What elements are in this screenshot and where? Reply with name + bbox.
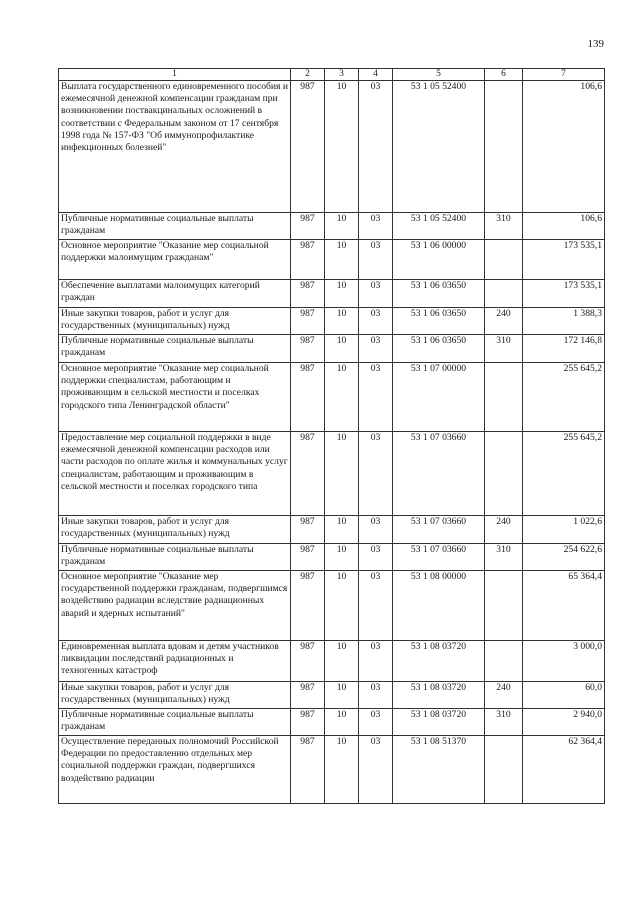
cell-ministry-code: 987 xyxy=(291,571,325,641)
cell-section-code: 10 xyxy=(325,213,359,240)
cell-expense-type-code xyxy=(485,81,523,213)
cell-subsection-code: 03 xyxy=(359,516,393,544)
cell-section-code: 10 xyxy=(325,308,359,335)
cell-expense-type-code xyxy=(485,736,523,804)
cell-amount: 173 535,1 xyxy=(523,240,605,280)
cell-ministry-code: 987 xyxy=(291,308,325,335)
cell-ministry-code: 987 xyxy=(291,335,325,363)
header-col-1: 1 xyxy=(59,69,291,81)
cell-ministry-code: 987 xyxy=(291,240,325,280)
table-row xyxy=(59,335,605,363)
cell-expense-type-code xyxy=(485,280,523,308)
table-row xyxy=(59,308,605,335)
table-row xyxy=(59,81,605,213)
cell-item-name: Публичные нормативные социальные выплаты гражданам xyxy=(59,213,291,240)
table-row xyxy=(59,240,605,280)
cell-amount: 254 622,6 xyxy=(523,544,605,571)
header-col-2: 2 xyxy=(291,69,325,81)
cell-section-code: 10 xyxy=(325,736,359,804)
cell-ministry-code: 987 xyxy=(291,213,325,240)
cell-amount: 2 940,0 xyxy=(523,709,605,736)
cell-expense-type-code xyxy=(485,363,523,432)
cell-subsection-code: 03 xyxy=(359,363,393,432)
header-col-5: 5 xyxy=(393,69,485,81)
cell-section-code: 10 xyxy=(325,432,359,516)
cell-target-article-code: 53 1 08 00000 xyxy=(393,571,485,641)
cell-amount: 65 364,4 xyxy=(523,571,605,641)
cell-target-article-code: 53 1 08 51370 xyxy=(393,736,485,804)
cell-item-name: Публичные нормативные социальные выплаты гражданам xyxy=(59,709,291,736)
cell-subsection-code: 03 xyxy=(359,308,393,335)
cell-subsection-code: 03 xyxy=(359,81,393,213)
cell-subsection-code: 03 xyxy=(359,682,393,709)
header-row xyxy=(59,69,605,81)
cell-expense-type-code: 240 xyxy=(485,308,523,335)
cell-ministry-code: 987 xyxy=(291,81,325,213)
cell-item-name: Осуществление переданных полномочий Российской Федерации по предоставлению отдельных мер социальной поддержки граждан, подвергшихся воздействию радиации xyxy=(59,736,291,804)
cell-ministry-code: 987 xyxy=(291,432,325,516)
cell-target-article-code: 53 1 05 52400 xyxy=(393,81,485,213)
table-row xyxy=(59,641,605,682)
cell-amount: 106,6 xyxy=(523,81,605,213)
header-col-6: 6 xyxy=(485,69,523,81)
cell-section-code: 10 xyxy=(325,335,359,363)
cell-subsection-code: 03 xyxy=(359,335,393,363)
cell-subsection-code: 03 xyxy=(359,571,393,641)
cell-expense-type-code: 310 xyxy=(485,544,523,571)
cell-subsection-code: 03 xyxy=(359,736,393,804)
cell-item-name: Единовременная выплата вдовам и детям участников ликвидации последствий радиационных и техногенных катастроф xyxy=(59,641,291,682)
cell-item-name: Обеспечение выплатами малоимущих категорий граждан xyxy=(59,280,291,308)
cell-ministry-code: 987 xyxy=(291,709,325,736)
cell-target-article-code: 53 1 05 52400 xyxy=(393,213,485,240)
cell-item-name: Иные закупки товаров, работ и услуг для государственных (муниципальных) нужд xyxy=(59,308,291,335)
cell-ministry-code: 987 xyxy=(291,682,325,709)
cell-target-article-code: 53 1 06 00000 xyxy=(393,240,485,280)
cell-subsection-code: 03 xyxy=(359,641,393,682)
table-row xyxy=(59,432,605,516)
budget-table xyxy=(58,68,605,804)
cell-ministry-code: 987 xyxy=(291,641,325,682)
cell-target-article-code: 53 1 07 03660 xyxy=(393,432,485,516)
cell-target-article-code: 53 1 08 03720 xyxy=(393,682,485,709)
cell-expense-type-code: 240 xyxy=(485,682,523,709)
cell-subsection-code: 03 xyxy=(359,709,393,736)
cell-subsection-code: 03 xyxy=(359,544,393,571)
cell-expense-type-code: 240 xyxy=(485,516,523,544)
cell-section-code: 10 xyxy=(325,240,359,280)
cell-item-name: Публичные нормативные социальные выплаты гражданам xyxy=(59,335,291,363)
header-col-4: 4 xyxy=(359,69,393,81)
cell-section-code: 10 xyxy=(325,544,359,571)
table-row xyxy=(59,682,605,709)
cell-ministry-code: 987 xyxy=(291,516,325,544)
cell-target-article-code: 53 1 07 03660 xyxy=(393,544,485,571)
cell-amount: 1 388,3 xyxy=(523,308,605,335)
cell-section-code: 10 xyxy=(325,571,359,641)
cell-section-code: 10 xyxy=(325,516,359,544)
header-col-3: 3 xyxy=(325,69,359,81)
cell-subsection-code: 03 xyxy=(359,213,393,240)
cell-subsection-code: 03 xyxy=(359,240,393,280)
cell-section-code: 10 xyxy=(325,641,359,682)
cell-expense-type-code: 310 xyxy=(485,709,523,736)
cell-amount: 173 535,1 xyxy=(523,280,605,308)
cell-section-code: 10 xyxy=(325,280,359,308)
cell-ministry-code: 987 xyxy=(291,544,325,571)
table-row xyxy=(59,736,605,804)
table-row xyxy=(59,571,605,641)
cell-item-name: Основное мероприятие "Оказание мер социальной поддержки малоимущим гражданам" xyxy=(59,240,291,280)
table-row xyxy=(59,544,605,571)
page-number: 139 xyxy=(587,38,604,50)
cell-section-code: 10 xyxy=(325,709,359,736)
cell-item-name: Предоставление мер социальной поддержки в виде ежемесячной денежной компенсации расходов или части расходов по оплате жилья и коммунальных услуг специалистам, работающим и проживающим в сельской местности и поселках городского типа xyxy=(59,432,291,516)
cell-ministry-code: 987 xyxy=(291,280,325,308)
cell-amount: 62 364,4 xyxy=(523,736,605,804)
cell-item-name: Выплата государственного единовременного пособия и ежемесячной денежной компенсации гражданам при возникновении поствакцинальных осложнений в соответствии с Федеральным законом от 17 сентября 1998 года № 157-ФЗ "Об иммунопрофилактике инфекционных болезней" xyxy=(59,81,291,213)
cell-expense-type-code xyxy=(485,432,523,516)
cell-target-article-code: 53 1 08 03720 xyxy=(393,641,485,682)
cell-amount: 1 022,6 xyxy=(523,516,605,544)
cell-subsection-code: 03 xyxy=(359,280,393,308)
cell-expense-type-code xyxy=(485,571,523,641)
cell-subsection-code: 03 xyxy=(359,432,393,516)
cell-amount: 3 000,0 xyxy=(523,641,605,682)
cell-ministry-code: 987 xyxy=(291,363,325,432)
cell-item-name: Основное мероприятие "Оказание мер государственной поддержки гражданам, подвергшимся воздействию радиации вследствие радиационных аварий и ядерных испытаний" xyxy=(59,571,291,641)
cell-target-article-code: 53 1 07 00000 xyxy=(393,363,485,432)
table-row xyxy=(59,280,605,308)
cell-amount: 172 146,8 xyxy=(523,335,605,363)
cell-section-code: 10 xyxy=(325,81,359,213)
table-row xyxy=(59,516,605,544)
cell-ministry-code: 987 xyxy=(291,736,325,804)
cell-section-code: 10 xyxy=(325,363,359,432)
table-row xyxy=(59,363,605,432)
cell-amount: 255 645,2 xyxy=(523,363,605,432)
cell-amount: 60,0 xyxy=(523,682,605,709)
cell-amount: 255 645,2 xyxy=(523,432,605,516)
cell-amount: 106,6 xyxy=(523,213,605,240)
cell-expense-type-code xyxy=(485,641,523,682)
cell-item-name: Иные закупки товаров, работ и услуг для государственных (муниципальных) нужд xyxy=(59,682,291,709)
cell-target-article-code: 53 1 08 03720 xyxy=(393,709,485,736)
cell-item-name: Основное мероприятие "Оказание мер социальной поддержки специалистам, работающим и проживающим в сельской местности и поселках городского типа Ленинградской области" xyxy=(59,363,291,432)
cell-expense-type-code: 310 xyxy=(485,213,523,240)
cell-target-article-code: 53 1 07 03660 xyxy=(393,516,485,544)
cell-item-name: Публичные нормативные социальные выплаты гражданам xyxy=(59,544,291,571)
table-row xyxy=(59,213,605,240)
cell-section-code: 10 xyxy=(325,682,359,709)
header-col-7: 7 xyxy=(523,69,605,81)
table-row xyxy=(59,709,605,736)
cell-expense-type-code xyxy=(485,240,523,280)
cell-target-article-code: 53 1 06 03650 xyxy=(393,308,485,335)
cell-item-name: Иные закупки товаров, работ и услуг для государственных (муниципальных) нужд xyxy=(59,516,291,544)
cell-expense-type-code: 310 xyxy=(485,335,523,363)
cell-target-article-code: 53 1 06 03650 xyxy=(393,335,485,363)
cell-target-article-code: 53 1 06 03650 xyxy=(393,280,485,308)
